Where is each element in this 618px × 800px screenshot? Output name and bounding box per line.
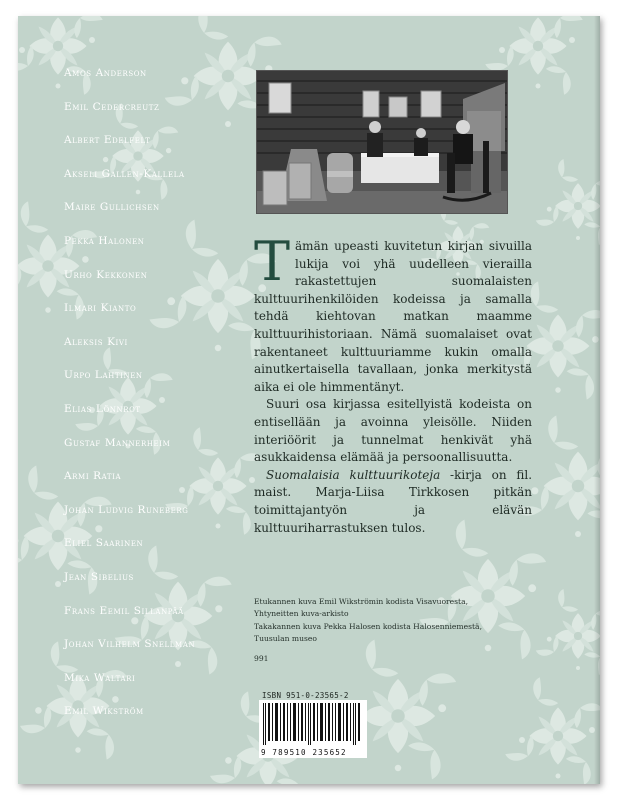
barcode-number: 9 789510 235652 xyxy=(261,748,347,757)
name-item: Pekka Halonen xyxy=(64,235,145,247)
name-item: Johan Ludvig Runeberg xyxy=(64,503,189,516)
credit-line: Takakannen kuva Pekka Halosen kodista Halosenniemestä, xyxy=(254,621,482,631)
name-item: Maire Gullichsen xyxy=(64,201,160,214)
paragraph-3-text: -kirja on fil. maist. Marja-Liisa Tirkkosen pitkän toimittajantyön ja elävän kulttuuriharrastuksen tulos. xyxy=(254,467,533,535)
credit-line: Etukannen kuva Emil Wikströmin kodista Visavuoresta, xyxy=(254,597,469,606)
paragraph-1-text: ämän upeasti kuvitetun kirjan sivuilla lukija voi yhä uudelleen vierailla rakastettujen suomalaisten kulttuurihenkilöiden kodeissa ja samalla tehdä kiehtovan matkan maamme kulttuurihistoriaan. Nämä suomalaiset ovat rakentaneet kulttuuriamme kukin omalla ainutkertaisella tavallaan, jonka merkitystä aika ei ole himmentänyt. xyxy=(254,239,532,394)
name-item: Albert Edelfelt xyxy=(64,134,151,147)
book-title-italic: Suomalaisia kulttuurikoteja xyxy=(266,467,441,482)
name-item: Elias Lönnrot xyxy=(64,403,141,415)
description-paragraph-1 xyxy=(254,230,532,396)
isbn-label: ISBN 951-0-23565-2 xyxy=(262,691,349,700)
book-back-cover xyxy=(18,16,600,784)
drop-cap-letter: T xyxy=(254,230,291,293)
barcode xyxy=(259,700,367,758)
name-item: Ilmari Kianto xyxy=(64,302,137,315)
credit-line: Yhtyneitten kuva-arkisto xyxy=(254,609,349,619)
name-item: Emil Cedercreutz xyxy=(64,100,160,113)
description-text xyxy=(254,230,533,537)
barcode-bars xyxy=(259,700,367,746)
name-item: Akseli Gallen-Kallela xyxy=(64,167,185,180)
catalog-code: 991 xyxy=(254,654,269,663)
name-item: Emil Wikström xyxy=(64,705,144,718)
name-item: Frans Eemil Sillanpää xyxy=(64,604,184,617)
name-item: Aleksis Kivi xyxy=(64,335,128,348)
photo-illustration xyxy=(257,71,507,213)
name-item: Eliel Saarinen xyxy=(64,537,144,550)
interior-photograph xyxy=(256,70,508,214)
name-item: Armi Ratia xyxy=(64,470,122,483)
name-item: Jean Sibelius xyxy=(64,571,134,583)
description-paragraph-3 xyxy=(254,467,532,537)
cover-edge-shadow xyxy=(594,16,600,784)
name-item: Urho Kekkonen xyxy=(64,268,148,281)
description-paragraph-2: Suuri osa kirjassa esitellyistä kodeista on entisellään ja avoinna yleisölle. Niiden interiöörit ja tunnelmat henkivät yhä asukkaidensa elämää ja persoonallisuutta. xyxy=(254,397,532,465)
name-item: Mika Waltari xyxy=(64,671,136,684)
name-item: Gustaf Mannerheim xyxy=(64,436,171,449)
photo-credits xyxy=(254,596,534,646)
name-item: Urpo Lahtinen xyxy=(64,369,143,382)
credit-line: Tuusulan museo xyxy=(254,634,317,644)
name-item: Johan Vilhelm Snellman xyxy=(64,638,196,651)
name-item: Amos Anderson xyxy=(64,67,147,79)
